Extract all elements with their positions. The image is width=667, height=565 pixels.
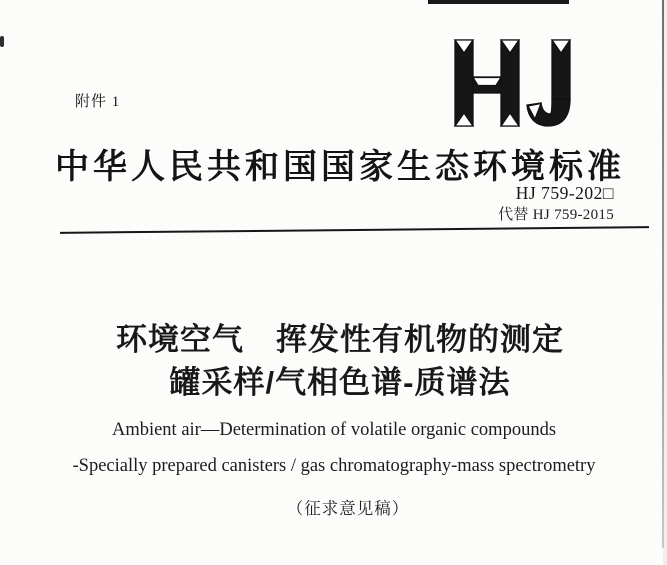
title-en-line1: Ambient air—Determination of volatile organic compounds xyxy=(111,420,557,440)
scan-artifact-top-bar xyxy=(428,0,569,4)
scan-artifact-speck xyxy=(0,36,4,47)
title-en-line2: -Specially prepared canisters / gas chromatography-mass spectrometry xyxy=(72,456,596,476)
divider-rule xyxy=(60,226,649,234)
scan-artifact-right-edge-line xyxy=(662,0,664,548)
attachment-label: 附件 1 xyxy=(75,94,121,110)
draft-note: （征求意见稿） xyxy=(286,499,410,518)
standard-number-block xyxy=(498,183,614,224)
title-cn-line1: 环境空气 挥发性有机物的测定 xyxy=(116,322,564,357)
title-cn-line2: 罐采样/气相色谱-质谱法 xyxy=(169,365,511,400)
hj-logo xyxy=(452,37,592,129)
standard-number: HJ 759-202□ xyxy=(515,183,614,203)
replaces-standard: 代替 HJ 759-2015 xyxy=(498,207,614,223)
national-standard-heading: 中华人民共和国国家生态环境标准 xyxy=(55,149,625,186)
hj-logo-icon xyxy=(452,37,592,129)
